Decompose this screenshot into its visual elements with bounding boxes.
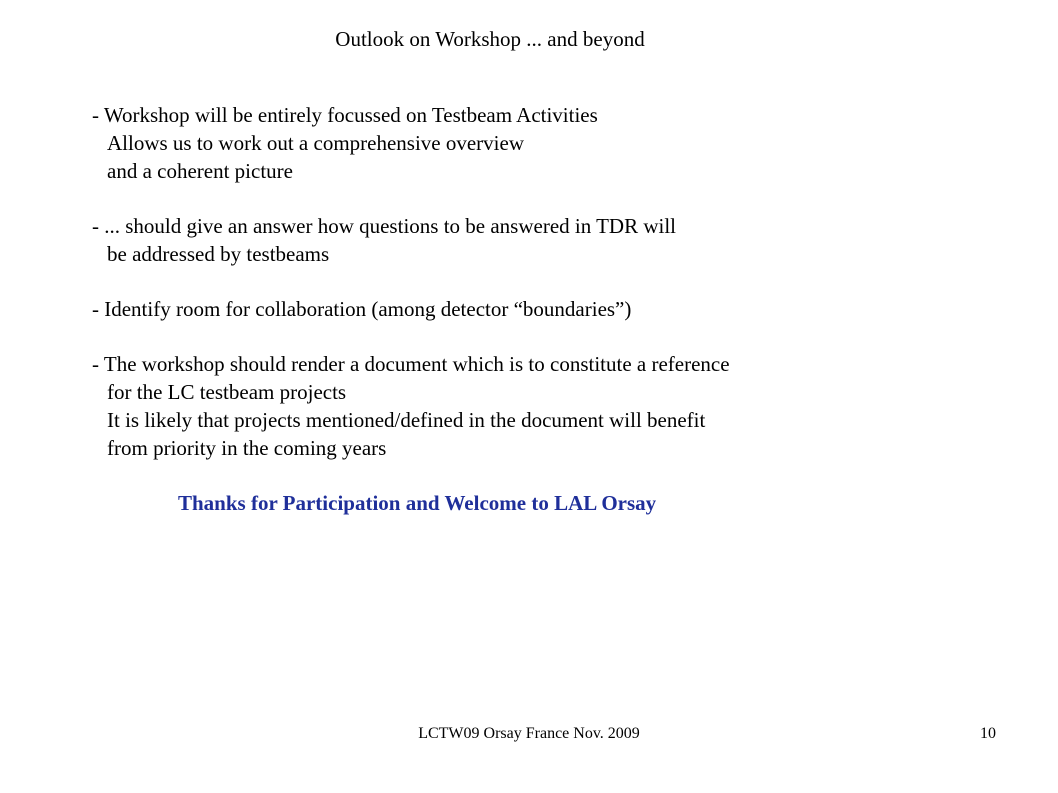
- bullet-collaboration: [92, 295, 730, 323]
- bullet-line: - Workshop will be entirely focussed on Testbeam Activities: [92, 103, 598, 127]
- bullet-line: - The workshop should render a document which is to constitute a reference: [92, 352, 730, 376]
- bullet-list: [92, 101, 730, 462]
- bullet-line: from priority in the coming years: [107, 436, 387, 460]
- bullet-workshop-focus: [92, 101, 730, 185]
- bullet-line: Allows us to work out a comprehensive overview: [107, 131, 524, 155]
- bullet-tdr-questions: [92, 212, 730, 268]
- slide-title: Outlook on Workshop ... and beyond: [335, 27, 645, 51]
- bullet-line: It is likely that projects mentioned/defined in the document will benefit: [107, 408, 706, 432]
- bullet-line: for the LC testbeam projects: [107, 380, 347, 404]
- footer-text: LCTW09 Orsay France Nov. 2009: [418, 725, 640, 742]
- bullet-reference-document: [92, 350, 730, 462]
- page-number: 10: [980, 725, 996, 742]
- bullet-line: - Identify room for collaboration (among detector “boundaries”): [92, 297, 632, 321]
- bullet-line: and a coherent picture: [107, 159, 293, 183]
- bullet-line: be addressed by testbeams: [107, 242, 330, 266]
- thanks-message: Thanks for Participation and Welcome to LAL Orsay: [178, 491, 657, 515]
- bullet-line: - ... should give an answer how questions to be answered in TDR will: [92, 214, 677, 238]
